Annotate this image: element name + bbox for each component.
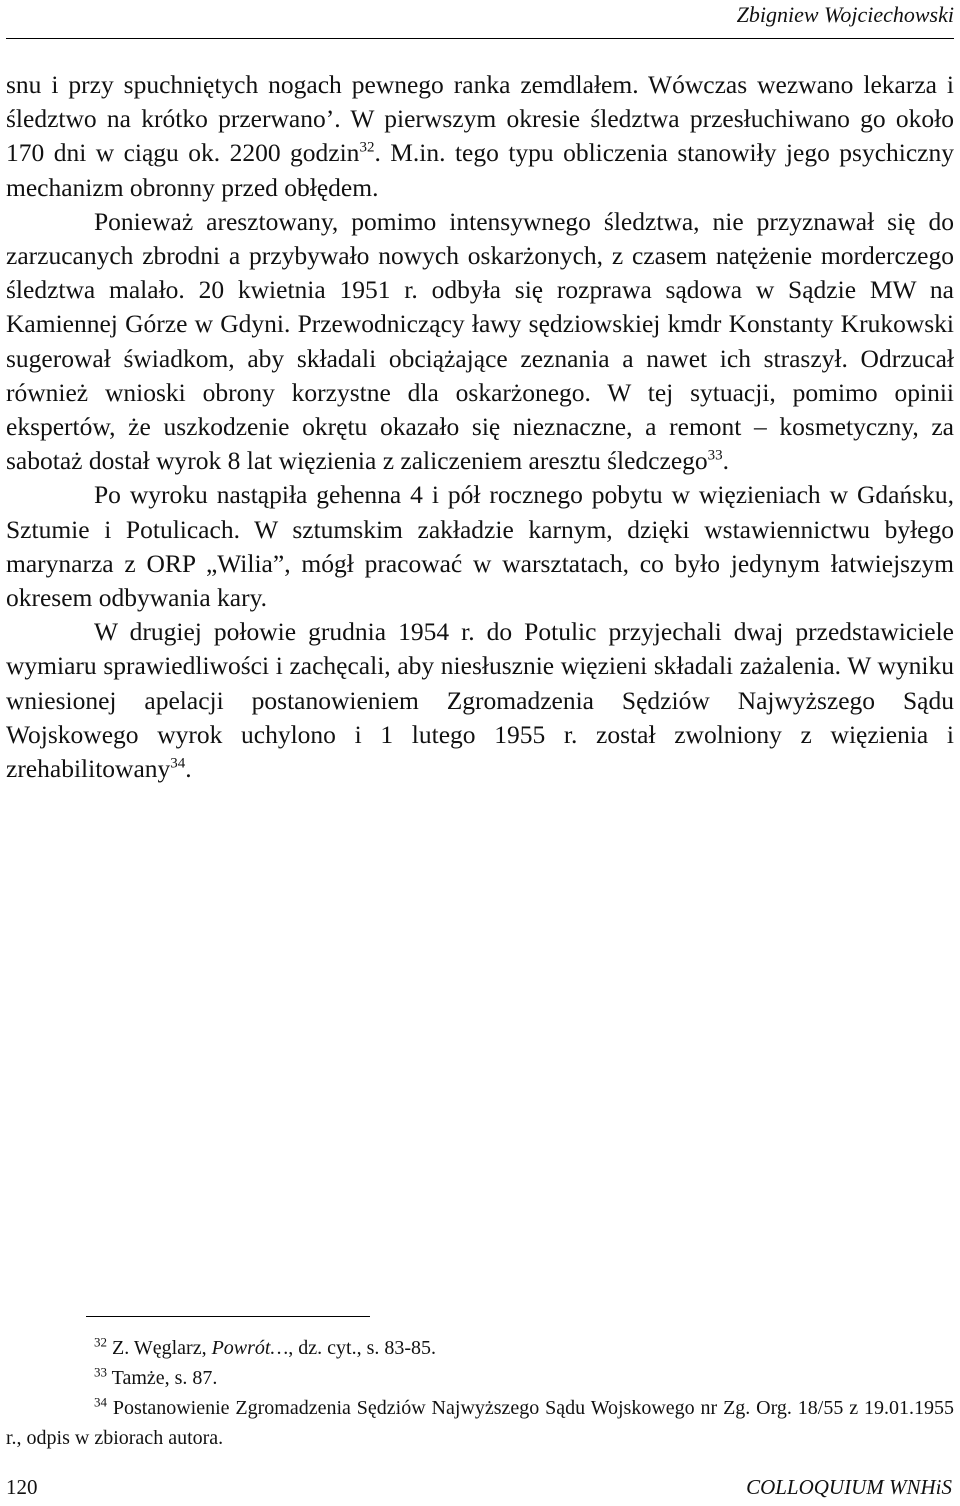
paragraph-text: Po wyroku nastąpiła gehenna 4 i pół rocznego pobytu w więzieniach w Gdańsku, Sztumie i Potulicach. W sztumskim zakładzie karnym, dzięki wstawiennictwu byłego marynarza z ORP „Wilia”, mógł pracować w warsztatach, co było jedynym łatwiejszym okresem odbywania kary.: [6, 480, 954, 613]
footnotes: [6, 1333, 954, 1453]
journal-name: COLLOQUIUM WNHiS: [746, 1475, 952, 1499]
footnote-ref-33: 33: [707, 447, 723, 464]
footnote-ref-34: 34: [170, 755, 186, 772]
footnote-text: Postanowienie Zgromadzenia Sędziów Najwyższego Sądu Wojskowego nr Zg. Org. 18/55 z 19.01.1955 r., odpis w zbiorach autora.: [6, 1397, 954, 1449]
running-header-author: Zbigniew Wojciechowski: [736, 2, 954, 27]
footnote-text: Tamże, s. 87.: [111, 1367, 218, 1389]
footnote-number: 32: [94, 1334, 107, 1350]
paragraph-text: W drugiej połowie grudnia 1954 r. do Potulic przyjechali dwaj przedstawiciele wymiaru sprawiedliwości i zachęcali, aby niesłusznie więzieni składali zażalenia. W wyniku wniesionej apelacji postanowieniem Zgromadzenia Sędziów Najwyższego Sądu Wojskowego wyrok uchylono i 1 lutego 1955 r. został zwolniony z więzienia i zrehabilitowany: [6, 617, 954, 784]
footnote-text: Z. Węglarz,: [112, 1337, 212, 1359]
paragraph-3: [6, 478, 954, 615]
page-number: 120: [6, 1475, 38, 1499]
paragraph-text: Ponieważ aresztowany, pomimo intensywnego śledztwa, nie przyznawał się do zarzucanych zbrodni a przybywało nowych oskarżonych, z czasem natężenie morderczego śledztwa malało. 20 kwietnia 1951 r. odbyła się rozprawa sądowa w Sądzie MW na Kamiennej Górze w Gdyni. Przewodniczący ławy sędziowskiej kmdr Konstanty Krukowski sugerował świadkom, aby składali obciążające zeznania a nawet ich straszył. Odrzucał również wnioski obrony korzystne dla oskarżonego. W tej sytuacji, pomimo opinii ekspertów, że uszkodzenie okrętu okazało się nieznaczne, a remont – kosmetyczny, za sabotaż dostał wyrok 8 lat więzienia z zaliczeniem aresztu śledczego: [6, 206, 954, 476]
footnote-separator: [86, 1316, 370, 1317]
footnote-34: [6, 1393, 954, 1453]
paragraph-1: [6, 68, 954, 205]
body-text: [6, 68, 954, 786]
paragraph-text: snu i przy spuchniętych nogach pewnego ranka zemdlałem. Wówczas wezwano lekarza i śledztwo na krótko przerwano’. W pierwszym okresie śledztwa przesłuchiwano go około 170 dni w ciągu ok. 2200 godzin: [6, 70, 954, 168]
paragraph-2: [6, 205, 954, 479]
footnote-33: [6, 1363, 954, 1393]
paragraph-text: .: [722, 446, 730, 476]
header-rule: [6, 38, 954, 39]
paragraph-text: . M.in. tego typu obliczenia stanowiły jego psychiczny mechanizm obronny przed obłędem.: [6, 138, 954, 202]
paragraph-text: .: [185, 754, 192, 784]
footnote-number: 33: [94, 1364, 107, 1380]
footnote-ref-32: 32: [359, 139, 375, 156]
footnote-number: 34: [94, 1394, 107, 1410]
footnote-title: Powrót…: [211, 1337, 289, 1359]
footnote-text: , dz. cyt., s. 83-85.: [288, 1337, 437, 1359]
paragraph-4: [6, 615, 954, 786]
footnote-32: [6, 1333, 954, 1363]
